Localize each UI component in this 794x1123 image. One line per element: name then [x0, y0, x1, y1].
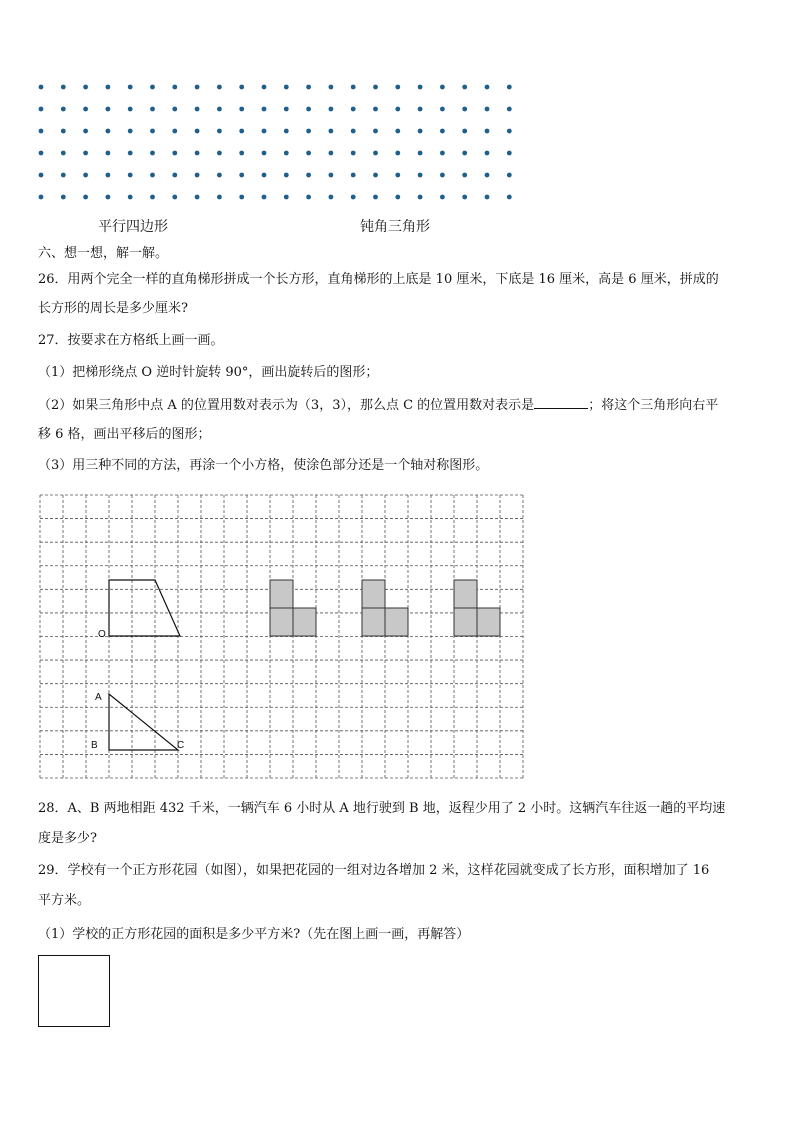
shaded-shape-1: [270, 580, 316, 636]
grid-dot: [195, 151, 200, 156]
grid-dot: [83, 195, 88, 200]
grid-dot: [106, 151, 111, 156]
grid-dot: [150, 173, 155, 178]
grid-dot: [128, 151, 133, 156]
grid-dot: [106, 107, 111, 112]
question-28-line2: 度是多少?: [38, 831, 97, 846]
dot-grid: [0, 0, 794, 220]
grid-dot: [106, 129, 111, 134]
grid-dot: [507, 195, 512, 200]
grid-dot: [395, 151, 400, 156]
grid-dot: [485, 173, 490, 178]
grid-dot: [373, 85, 378, 90]
grid-dot: [351, 173, 356, 178]
point-label-b: B: [91, 740, 98, 751]
grid-dot: [351, 129, 356, 134]
answer-blank[interactable]: [534, 396, 588, 409]
grid-dot: [440, 107, 445, 112]
grid-dot: [329, 85, 334, 90]
grid-dot: [128, 107, 133, 112]
grid-dot: [39, 129, 44, 134]
grid-dot: [373, 107, 378, 112]
grid-dot: [83, 85, 88, 90]
point-label-o: O: [98, 629, 106, 640]
grid-dot: [351, 85, 356, 90]
grid-dot: [462, 85, 467, 90]
grid-dot: [150, 129, 155, 134]
grid-dot: [284, 151, 289, 156]
grid-dot: [329, 129, 334, 134]
grid-dot: [329, 151, 334, 156]
grid-dot: [485, 129, 490, 134]
grid-dot: [61, 129, 66, 134]
grid-dot: [195, 129, 200, 134]
grid-dot: [217, 85, 222, 90]
grid-dot: [507, 129, 512, 134]
grid-dot: [262, 107, 267, 112]
grid-dot: [329, 107, 334, 112]
question-29-line1: 29．学校有一个正方形花园（如图），如果把花园的一组对边各增加 2 米，这样花园就变成了长方形，面积增加了 16: [38, 863, 710, 878]
grid-dot: [217, 129, 222, 134]
grid-dot: [262, 129, 267, 134]
grid-dot: [462, 151, 467, 156]
grid-dot: [351, 151, 356, 156]
grid-dot: [39, 107, 44, 112]
grid-dot: [239, 195, 244, 200]
grid-dot: [172, 129, 177, 134]
grid-dot: [418, 195, 423, 200]
grid-dot: [217, 107, 222, 112]
dashed-grid-lines: [40, 495, 523, 778]
grid-dot: [172, 195, 177, 200]
question-27-part2-text-b: ；将这个三角形向右平: [588, 398, 719, 413]
grid-dot: [284, 107, 289, 112]
grid-dot: [306, 151, 311, 156]
grid-dot: [440, 151, 445, 156]
point-label-a: A: [95, 692, 102, 703]
grid-dot: [39, 195, 44, 200]
question-28-line1: 28．A、B 两地相距 432 千米，一辆汽车 6 小时从 A 地行驶到 B 地，返程少用了 2 小时。这辆汽车往返一趟的平均速: [38, 801, 726, 816]
grid-dot: [395, 195, 400, 200]
grid-dot: [61, 195, 66, 200]
grid-dot: [262, 85, 267, 90]
grid-dot: [61, 107, 66, 112]
grid-dot: [440, 129, 445, 134]
grid-dot: [507, 173, 512, 178]
grid-dot: [395, 173, 400, 178]
grid-dot: [507, 107, 512, 112]
grid-dot: [395, 85, 400, 90]
grid-dot: [83, 151, 88, 156]
grid-dot: [418, 129, 423, 134]
grid-dot: [306, 195, 311, 200]
grid-dot: [128, 85, 133, 90]
grid-dot: [485, 85, 490, 90]
grid-dot: [195, 107, 200, 112]
grid-dot: [284, 85, 289, 90]
grid-dot: [485, 195, 490, 200]
grid-dot: [106, 173, 111, 178]
question-27-part2-cont: 移 6 格，画出平移后的图形；: [38, 427, 211, 442]
grid-dot: [306, 85, 311, 90]
square-garden-figure: [38, 955, 110, 1027]
grid-dot: [395, 129, 400, 134]
grid-dot: [239, 107, 244, 112]
question-27-part2-text-a: （2）如果三角形中点 A 的位置用数对表示为（3，3），那么点 C 的位置用数对表示是: [38, 398, 535, 413]
grid-dot: [418, 173, 423, 178]
grid-dot: [262, 173, 267, 178]
grid-dot: [329, 173, 334, 178]
grid-dot: [217, 151, 222, 156]
grid-dot: [395, 107, 400, 112]
grid-dot: [462, 107, 467, 112]
grid-dot: [440, 85, 445, 90]
caption-parallelogram: 平行四边形: [98, 219, 168, 235]
caption-obtuse-triangle: 钝角三角形: [360, 219, 430, 235]
grid-dot: [106, 85, 111, 90]
question-26-line1: 26．用两个完全一样的直角梯形拼成一个长方形，直角梯形的上底是 10 厘米，下底是 16 厘米，高是 6 厘米，拼成的: [38, 272, 719, 287]
grid-dot: [39, 151, 44, 156]
grid-dot: [485, 151, 490, 156]
grid-dot: [61, 173, 66, 178]
grid-dot: [39, 173, 44, 178]
grid-dot: [172, 107, 177, 112]
grid-dot: [61, 151, 66, 156]
grid-dot: [329, 195, 334, 200]
grid-dot: [462, 195, 467, 200]
grid-dot: [440, 173, 445, 178]
grid-dot: [150, 85, 155, 90]
grid-dot: [39, 85, 44, 90]
grid-dot: [150, 107, 155, 112]
grid-dot: [462, 129, 467, 134]
grid-dot: [306, 129, 311, 134]
grid-dot: [83, 129, 88, 134]
grid-dot: [150, 151, 155, 156]
grid-dot: [262, 195, 267, 200]
grid-dot: [128, 195, 133, 200]
question-27-part1: （1）把梯形绕点 O 逆时针旋转 90°，画出旋转后的图形；: [38, 365, 379, 380]
grid-dot: [507, 85, 512, 90]
grid-dot: [284, 195, 289, 200]
section-heading: 六、想一想，解一解。: [38, 246, 169, 261]
shaded-shape-3: [454, 580, 500, 636]
grid-dot: [306, 107, 311, 112]
grid-dot: [351, 195, 356, 200]
grid-dot: [284, 129, 289, 134]
grid-dot: [306, 173, 311, 178]
grid-dot: [351, 107, 356, 112]
question-26-line2: 长方形的周长是多少厘米?: [38, 301, 188, 316]
grid-dot: [172, 173, 177, 178]
grid-dot: [418, 85, 423, 90]
grid-dot: [195, 195, 200, 200]
grid-dot: [507, 151, 512, 156]
shaded-shape-2: [362, 580, 408, 636]
right-triangle: [109, 694, 178, 750]
grid-dot: [239, 129, 244, 134]
grid-dot: [262, 151, 267, 156]
grid-dot: [217, 195, 222, 200]
grid-dot: [172, 151, 177, 156]
grid-dot: [106, 195, 111, 200]
grid-dot: [373, 173, 378, 178]
grid-dot: [239, 85, 244, 90]
grid-dot: [373, 129, 378, 134]
trapezoid: [109, 580, 180, 636]
question-27-part3: （3）用三种不同的方法，再涂一个小方格，使涂色部分还是一个轴对称图形。: [38, 458, 489, 473]
question-27-part2: [38, 396, 718, 414]
point-label-c: C: [177, 740, 185, 751]
question-29-line2: 平方米。: [38, 893, 91, 908]
grid-dot: [172, 85, 177, 90]
grid-dot: [485, 107, 490, 112]
question-29-part1: （1）学校的正方形花园的面积是多少平方米?（先在图上画一画，再解答）: [38, 927, 470, 942]
grid-dot: [418, 107, 423, 112]
grid-dot: [373, 151, 378, 156]
grid-dot: [418, 151, 423, 156]
grid-dot: [61, 85, 66, 90]
grid-dot: [239, 151, 244, 156]
grid-dot: [239, 173, 244, 178]
grid-dot: [83, 107, 88, 112]
grid-dot: [440, 195, 445, 200]
grid-dot: [217, 173, 222, 178]
grid-dot: [83, 173, 88, 178]
grid-dot: [128, 129, 133, 134]
grid-dot: [150, 195, 155, 200]
question-27-intro: 27．按要求在方格纸上画一画。: [38, 333, 224, 348]
grid-dot: [462, 173, 467, 178]
grid-dot: [284, 173, 289, 178]
grid-dot: [195, 85, 200, 90]
grid-dot: [373, 195, 378, 200]
grid-dot: [128, 173, 133, 178]
grid-dot: [195, 173, 200, 178]
